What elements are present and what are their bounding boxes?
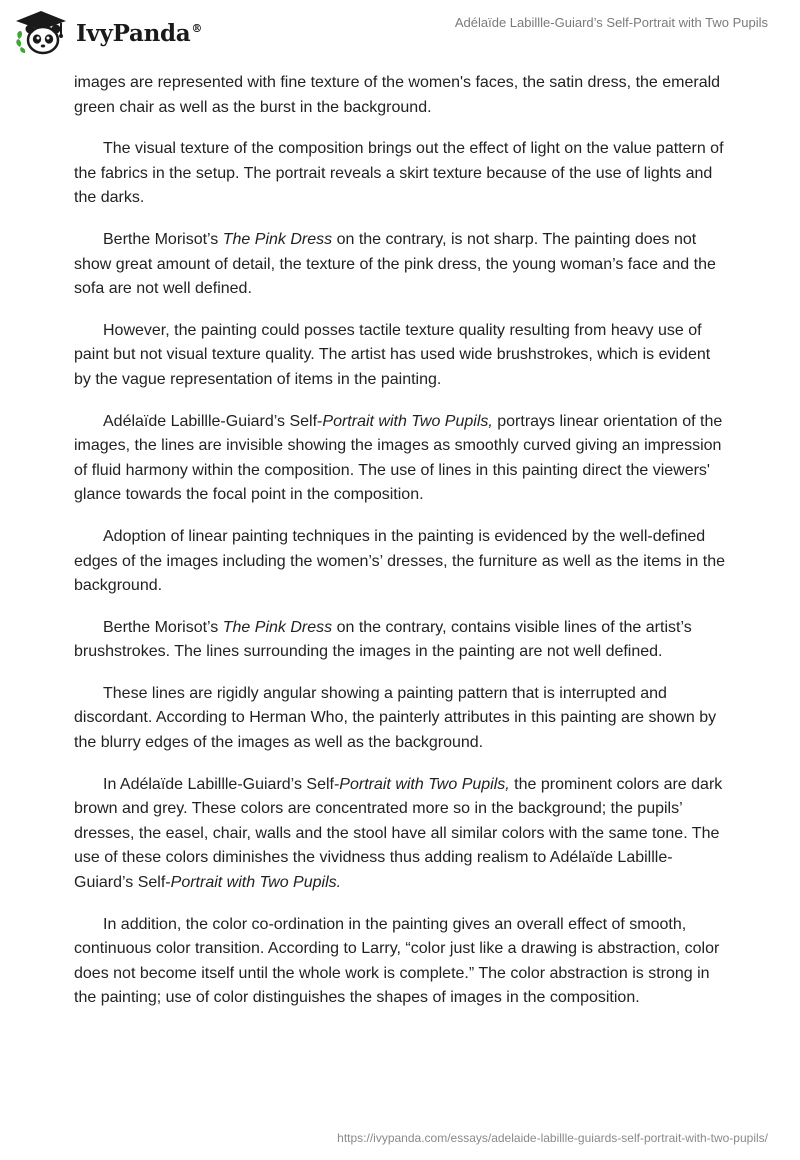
paragraph: In addition, the color co-ordination in the painting gives an overall effect of smooth, continuous color transition. According to Larry, “color just like a drawing is abstraction, color does not become itself until the whole work is complete.” The color abstraction is strong in the painting; use of color distinguishes the shapes of images in the composition. bbox=[74, 915, 720, 1007]
paragraph: Berthe Morisot’s The Pink Dress on the contrary, is not sharp. The painting does not show great amount of detail, the texture of the pink dress, the young woman’s face and the sofa are not well defined. bbox=[74, 230, 716, 298]
artwork-title: Portrait with Two Pupils, bbox=[339, 775, 510, 793]
paragraph: However, the painting could posses tactile texture quality resulting from heavy use of paint but not visual texture quality. The artist has used wide brushstrokes, which is evident by the vague representation of items in the painting. bbox=[74, 321, 711, 388]
artwork-title: Portrait with Two Pupils, bbox=[322, 412, 493, 430]
paragraph: The visual texture of the composition brings out the effect of light on the value pattern of the fabrics in the setup. The portrait reveals a skirt texture because of the use of lights and the darks. bbox=[74, 140, 724, 207]
paragraph: images are represented with fine texture of the women's faces, the satin dress, the emerald green chair as well as the burst in the background. bbox=[74, 74, 721, 116]
artwork-title: Portrait with Two Pupils. bbox=[170, 874, 342, 892]
logo-text: IvyPanda® bbox=[76, 19, 203, 47]
artwork-title: The Pink Dress bbox=[222, 230, 333, 248]
paragraph: In Adélaïde Labillle-Guiard’s Self-Portrait with Two Pupils, the prominent colors are dark brown and grey. These colors are concentrated more so in the background; the pupils’ dresses, the easel, chair, walls and the stool have all similar colors with the same tone. The use of these colors diminishes the vividness thus adding realism to Adélaïde Labillle-Guiard’s Self-Portrait with Two Pupils. bbox=[74, 775, 723, 892]
artwork-title: The Pink Dress bbox=[222, 618, 333, 636]
essay-body bbox=[74, 71, 728, 1028]
page-header bbox=[0, 0, 800, 68]
document-title: Adélaïde Labillle-Guiard’s Self-Portrait with Two Pupils bbox=[454, 15, 768, 30]
ivypanda-logo[interactable] bbox=[14, 8, 202, 58]
source-url[interactable]: https://ivypanda.com/essays/adelaide-labillle-guiards-self-portrait-with-two-pupils/ bbox=[337, 1131, 768, 1145]
paragraph: Adélaïde Labillle-Guiard’s Self-Portrait with Two Pupils, portrays linear orientation of the images, the lines are invisible showing the images as smoothly curved giving an impression of fluid harmony within the composition. The use of lines in this painting direct the viewers' glance towards the focal point in the composition. bbox=[74, 412, 723, 504]
paragraph: These lines are rigidly angular showing a painting pattern that is interrupted and discordant. According to Herman Who, the painterly attributes in this painting are shown by the blurry edges of the images as well as the background. bbox=[74, 684, 717, 752]
paragraph: Berthe Morisot’s The Pink Dress on the contrary, contains visible lines of the artist’s brushstrokes. The lines surrounding the images in the painting are not well defined. bbox=[74, 618, 692, 661]
panda-graduate-icon bbox=[14, 9, 68, 57]
paragraph: Adoption of linear painting techniques in the painting is evidenced by the well-defined edges of the images including the women’s’ dresses, the furniture as well as the items in the background. bbox=[74, 527, 726, 595]
